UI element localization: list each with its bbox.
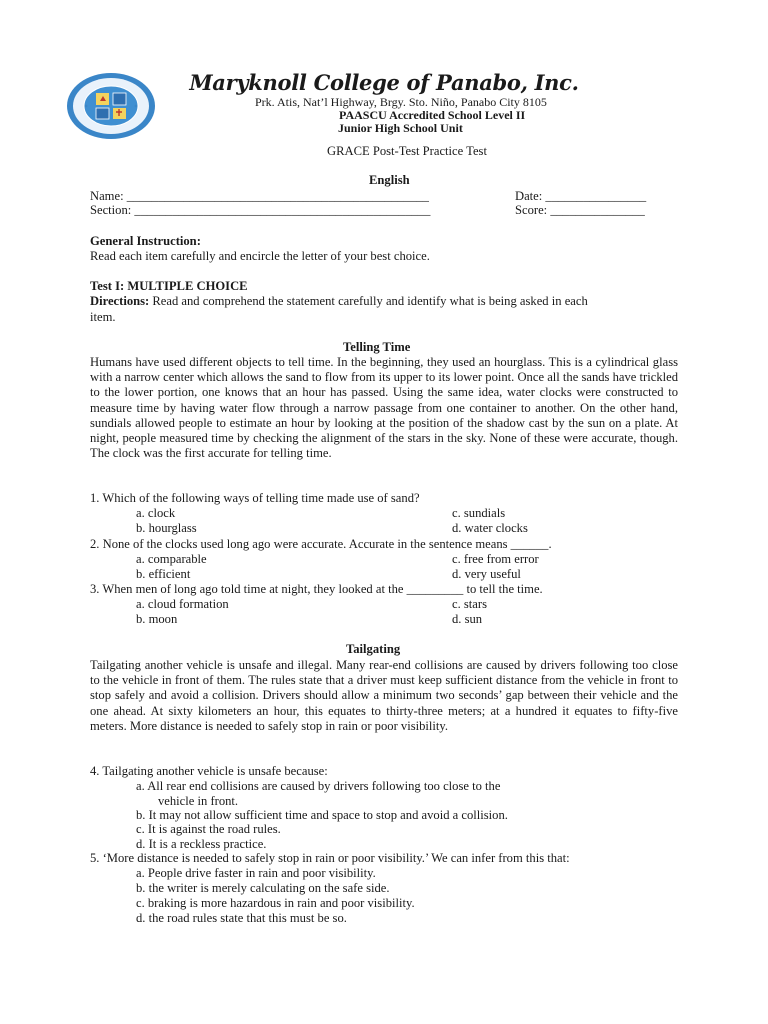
q4-choice-a[interactable]: a. All rear end collisions are caused by drivers following too close to the — [136, 779, 501, 793]
q5-choice-c[interactable]: c. braking is more hazardous in rain and poor visibility. — [136, 896, 415, 910]
passage-title-telling-time: Telling Time — [343, 340, 411, 354]
q3-choice-b[interactable]: b. moon — [136, 612, 178, 626]
general-instruction-text: Read each item carefully and encircle the letter of your best choice. — [90, 249, 430, 263]
directions-text-cont: item. — [90, 310, 116, 324]
unit-name: Junior High School Unit — [338, 121, 463, 135]
q2-choice-d[interactable]: d. very useful — [452, 567, 521, 581]
q4-choice-b[interactable]: b. It may not allow sufficient time and space to stop and avoid a collision. — [136, 808, 508, 822]
q3-choice-a[interactable]: a. cloud formation — [136, 597, 229, 611]
question-1: 1. Which of the following ways of telling time made use of sand? — [90, 491, 420, 505]
q4-choice-a-cont: vehicle in front. — [158, 794, 239, 808]
q5-choice-a[interactable]: a. People drive faster in rain and poor visibility. — [136, 866, 376, 880]
directions-label: Directions: — [90, 294, 150, 308]
q1-choice-b[interactable]: b. hourglass — [136, 521, 197, 535]
q2-choice-b[interactable]: b. efficient — [136, 567, 191, 581]
q3-choice-c[interactable]: c. stars — [452, 597, 487, 611]
q3-choice-d[interactable]: d. sun — [452, 612, 483, 626]
q4-choice-c[interactable]: c. It is against the road rules. — [136, 822, 281, 836]
subject-title: English — [369, 173, 410, 187]
q1-choice-c[interactable]: c. sundials — [452, 506, 506, 520]
question-5: 5. ‘More distance is needed to safely stop in rain or poor visibility.’ We can infer from this that: — [90, 851, 570, 865]
question-3: 3. When men of long ago told time at night, they looked at the _________ to tell the time. — [90, 582, 543, 596]
test-heading: Test I: MULTIPLE CHOICE — [90, 279, 248, 293]
q5-choice-b[interactable]: b. the writer is merely calculating on the safe side. — [136, 881, 390, 895]
name-field[interactable]: Name: ________________________________________________ — [90, 189, 429, 203]
directions-line — [90, 294, 588, 309]
q5-choice-d[interactable]: d. the road rules state that this must be so. — [136, 911, 347, 925]
general-instruction-heading: General Instruction: — [90, 234, 201, 248]
q4-choice-d[interactable]: d. It is a reckless practice. — [136, 837, 267, 851]
q2-choice-a[interactable]: a. comparable — [136, 552, 207, 566]
test-title: GRACE Post-Test Practice Test — [327, 144, 487, 158]
passage-telling-time: Humans have used different objects to tell time. In the beginning, they used an hourglass. This is a cylindrical glass with a narrow center which allows the sand to flow from its upper to its lower point. Once all the sands have trickled to the lower portion, one knows that an hour has passed. Using the same idea, water clocks were constructed to measure time by having water flow through a narrow passage from one container to another. On the other hand, sundials allowed people to estimate an hour by looking at the position of the shadow cast by the sun on a plate. At night, people measured time by checking the alignment of the stars in the sky. None of these were accurate, though. The clock was the first accurate for telling time. — [90, 355, 678, 461]
school-name: Maryknoll College of Panabo, Inc. — [189, 70, 579, 95]
question-4: 4. Tailgating another vehicle is unsafe because: — [90, 764, 328, 778]
directions-text: Read and comprehend the statement carefully and identify what is being asked in each — [149, 294, 588, 308]
passage-title-tailgating: Tailgating — [346, 642, 401, 656]
passage-tailgating: Tailgating another vehicle is unsafe and illegal. Many rear-end collisions are caused by drivers following too close to the vehicle in front of them. The rules state that a driver must keep sufficient distance from the vehicle in front to stop safely and avoid a collision. Drivers should allow a minimum two seconds’ gap between their vehicle and the one ahead. At sixty kilometers an hour, this equates to thirty-three meters; at a hundred it equates to fifty-five meters. More distance is needed to safely stop in rain or poor visibility. — [90, 658, 678, 733]
q1-choice-d[interactable]: d. water clocks — [452, 521, 528, 535]
section-field[interactable]: Section: _______________________________________________ — [90, 203, 431, 217]
date-field[interactable]: Date: ________________ — [515, 189, 647, 203]
q1-choice-a[interactable]: a. clock — [136, 506, 176, 520]
accreditation: PAASCU Accredited School Level II — [339, 108, 526, 122]
q2-choice-c[interactable]: c. free from error — [452, 552, 539, 566]
question-2: 2. None of the clocks used long ago were accurate. Accurate in the sentence means ______. — [90, 537, 552, 551]
school-address: Prk. Atis, Nat’l Highway, Brgy. Sto. Niño, Panabo City 8105 — [255, 95, 547, 109]
score-field[interactable]: Score: _______________ — [515, 203, 645, 217]
